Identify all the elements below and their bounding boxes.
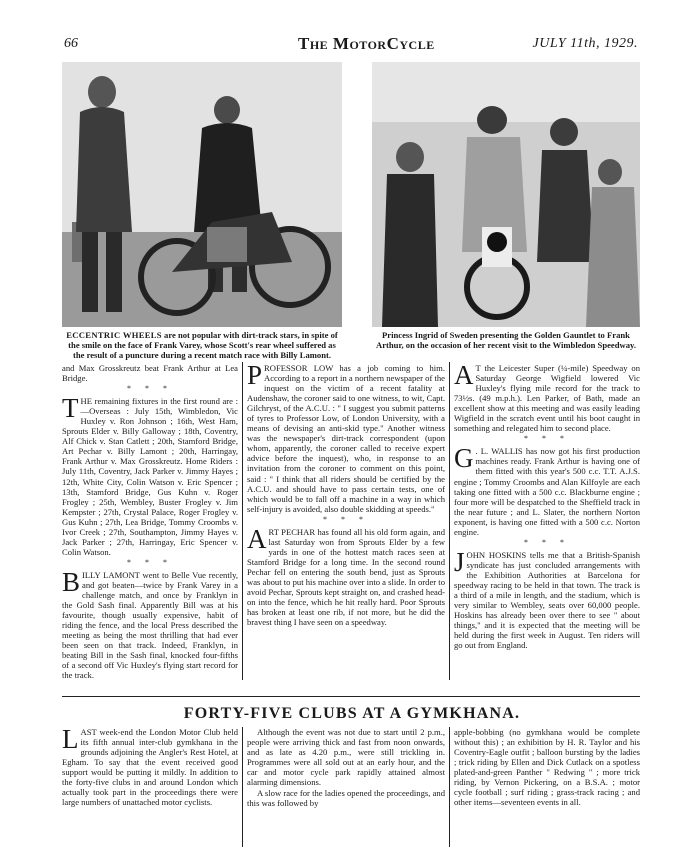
article-col1-paragraph [62, 724, 238, 808]
caption-right-photo [372, 330, 640, 350]
drop-cap: A [247, 523, 267, 554]
col3-leicester-paragraph [454, 360, 640, 434]
column-2 [247, 360, 445, 628]
photo-princess-ingrid-image [372, 62, 640, 327]
caption-right-text: Princess Ingrid of Sweden presenting the Golden Gauntlet to Frank Arthur, on the occasion of her recent visit to the Wimbledon Speedway. [376, 330, 636, 350]
column-1 [62, 363, 238, 681]
drop-cap: G [454, 443, 474, 474]
caption-left-photo [62, 330, 342, 360]
col1-fixtures-paragraph [62, 393, 238, 557]
divider-stars: * * * [323, 514, 369, 524]
drop-cap: P [247, 360, 263, 390]
divider-stars: * * * [524, 537, 570, 547]
drop-cap: J [454, 546, 465, 577]
article-column-2 [247, 727, 445, 809]
col2-low-text: ROFESSOR LOW has a job coming to him. According to a report in a northern newspaper of the inquest on the victim of a recent fatality at Audenshaw, the coroner said to one witness, to wit, Capt. Gilchryst, of the A.C.U. : " I suggest you submit patterns of tyres to Professor Low, of London University, with a means of devising an anti-skid type." Another witness was the newspaper's dirt-track correspondent (upon whom, apparently, the coroner called to receive expert advice before the inquest), who, in response to an invitation from the coroner to comment on this point, said : " I think that all riders should be certified by the A.C.U. and should have to pass certain tests, one of which would be to fall off a machine in a way in which self-injury is avoided, also double skidding at speeds." [247, 363, 445, 514]
col3-wallis-text: . L. WALLIS has now got his first production machines ready. Frank Arthur is having one of them fitted with this year's 500 c.c. T.T. A.J.S. engine ; Tommy Croombs and Alan Kilfoyle are each taking one fitted with a 500 c.c. Blackburne engine ; four more will be despatched to the Sheffield track in the near future ; and L. Slater, the northern Norton exponent, is having one fitted with a 500 c.c. Norton engine. [454, 446, 640, 537]
col3-hoskins-text: OHN HOSKINS tells me that a British-Spanish syndicate has just concluded arrangements with the Exhibition Authorities at Barcelona for speedway racing to be held in that town. The track is a third of a mile in length, and the stadium, which is very similar to Wembley, seats over 60,000 people. Hoskins has already been over there to see " about things," and it is expected that the meeting will be held during the first week in August. Ten riders will go out from England. [454, 549, 640, 651]
photo-frank-varey [62, 62, 342, 327]
article-col2-paragraph-1: Although the event was not due to start until 2 p.m., people were arriving thick and fast from noon onwards, and as late as 4.20 p.m., were still trickling in. Programmes were all sold out at an early hour, and the car and motor cycle park rapidly attained almost alarming dimensions. [247, 727, 445, 788]
drop-cap: T [62, 393, 79, 424]
photo-frank-varey-image [62, 62, 342, 327]
article-col3-paragraph: apple-bobbing (no gymkhana would be complete without this) ; an exhibition by H. R. Taylor and his Coventry-Eagle outfit ; balloon bursting by the ladies ; trick riding by Ellen and Dick Cutlack on a spotless plated-and-green Panther " Redwing " ; more trick riding, by Vernon Pickering, on a B.S.A. ; motor cycle football ; surf riding ; grass-track racing ; and other items—seventeen events in all. [454, 727, 640, 808]
column-3 [454, 360, 640, 651]
photo-princess-ingrid [372, 62, 640, 327]
col1-lamont-paragraph [62, 566, 238, 681]
article-headline: FORTY-FIVE CLUBS AT A GYMKHANA. [183, 705, 521, 722]
column-rule [449, 362, 450, 680]
drop-cap: A [454, 360, 474, 390]
column-rule [449, 727, 450, 847]
drop-cap: B [62, 566, 81, 597]
article-column-3 [454, 727, 640, 808]
article-col1-text: AST week-end the London Motor Club held its fifth annual inter-club gymkhana in the grounds adjoining the Angler's Rest Hotel, at Egham. To say that the event received good support would be putting it mildly. In addition to the forty-five clubs in and around London which actually took part in the proceedings there were large numbers of unattached motor cyclists. [62, 727, 238, 808]
article-column-1 [62, 724, 238, 808]
divider-stars: * * * [127, 384, 173, 394]
caption-left-lead: ECCENTRIC WHEELS [66, 330, 162, 340]
col2-pechar-paragraph [247, 523, 445, 628]
col2-pechar-text: RT PECHAR has found all his old form again, and last Saturday won from Sprouts Elder by a few yards in one of the hottest match races seen at Stamford Bridge for a long time. In the second round Pechar fell on entering the south bend, just as Sprouts was about to put his machine over into a slide. In order to avoid Pechar, Sprouts kept straight on, and crashed head-on into the fence, which he hit really hard. Poor Sprouts has broken at least one rib, if not more, but he did the bravest thing I have seen on a speedway. [247, 526, 445, 628]
divider-stars: * * * [524, 434, 570, 444]
col2-low-paragraph [247, 360, 445, 514]
article-col2-paragraph-2: A slow race for the ladies opened the proceedings, and this was followed by [247, 788, 445, 809]
divider-stars: * * * [127, 557, 173, 567]
col3-leicester-text: T the Leicester Super (¼-mile) Speedway on Saturday George Wigfield lowered Vic Huxley's flying mile record for the track to 73½s. (49 m.p.h.). Len Parker, of Bath, made an excellent show at this meeting and was easily leading Wigfield in the scratch event until his boot caught in something and relegated him to second place. [454, 363, 640, 434]
col3-wallis-paragraph [454, 443, 640, 537]
col1-lamont-text: ILLY LAMONT went to Belle Vue recently, and got beaten—twice by Frank Varey in a challenge match, and once by Franklyn in the Gold Sash final. Apparently Bill was at his favourite, though usually expensive, habit of riding the fence, and the local Press described the meeting as being the most thrilling that had ever been seen on that track. Indeed, Franklyn, in beating Bill in the Sash final, knocked four-fifths of a second off Vic Huxley's flying start record for the track. [62, 569, 238, 681]
column-rule [242, 362, 243, 680]
page-number: 66 [64, 36, 78, 51]
caption-left-text: are not popular with dirt-track stars, in spite of the smile on the face of Frank Varey, whose Scott's rear wheel suffered as the result of a puncture during a recent match race with Billy Lamont. [68, 330, 338, 360]
col1-intro: and Max Grosskreutz beat Frank Arthur at Lea Bridge. [62, 363, 238, 384]
col3-hoskins-paragraph [454, 546, 640, 651]
masthead: The MotorCycle [298, 34, 435, 53]
column-rule [242, 727, 243, 847]
section-rule [62, 696, 640, 697]
drop-cap: L [62, 724, 79, 754]
issue-date: JULY 11th, 1929. [532, 36, 638, 51]
col1-fixtures-text: HE remaining fixtures in the first round are :—Overseas : July 15th, Wimbledon, Vic Huxley v. Ron Johnson ; 16th, West Ham, Sprouts Elder v. Billy Galloway ; 18th, Coventry, Alf Chick v. Stan Catlett ; 20th, Stamford Bridge, Art Pechar v. Billy Lamont ; 20th, Harringay, Frank Arthur v. Max Grosskreutz. Home Riders : July 11th, Coventry, Jack Parker v. Jimmy Hayes ; 12th, White City, Colin Watson v. Eric Spencer ; 13th, Stamford Bridge, Gus Kuhn v. Roger Frogley ; 25th, Wembley, Buster Frogley v. Jim Kempster ; 27th, Crystal Palace, Roger Frogley v. Gus Kuhn ; 27th, Lea Bridge, Tommy Croombs v. Ivor Creek ; 27th, Southampton, Jimmy Hayes v. Jack Parker ; 27th, Harringay, Eric Spencer v. Colin Watson. [62, 396, 238, 557]
